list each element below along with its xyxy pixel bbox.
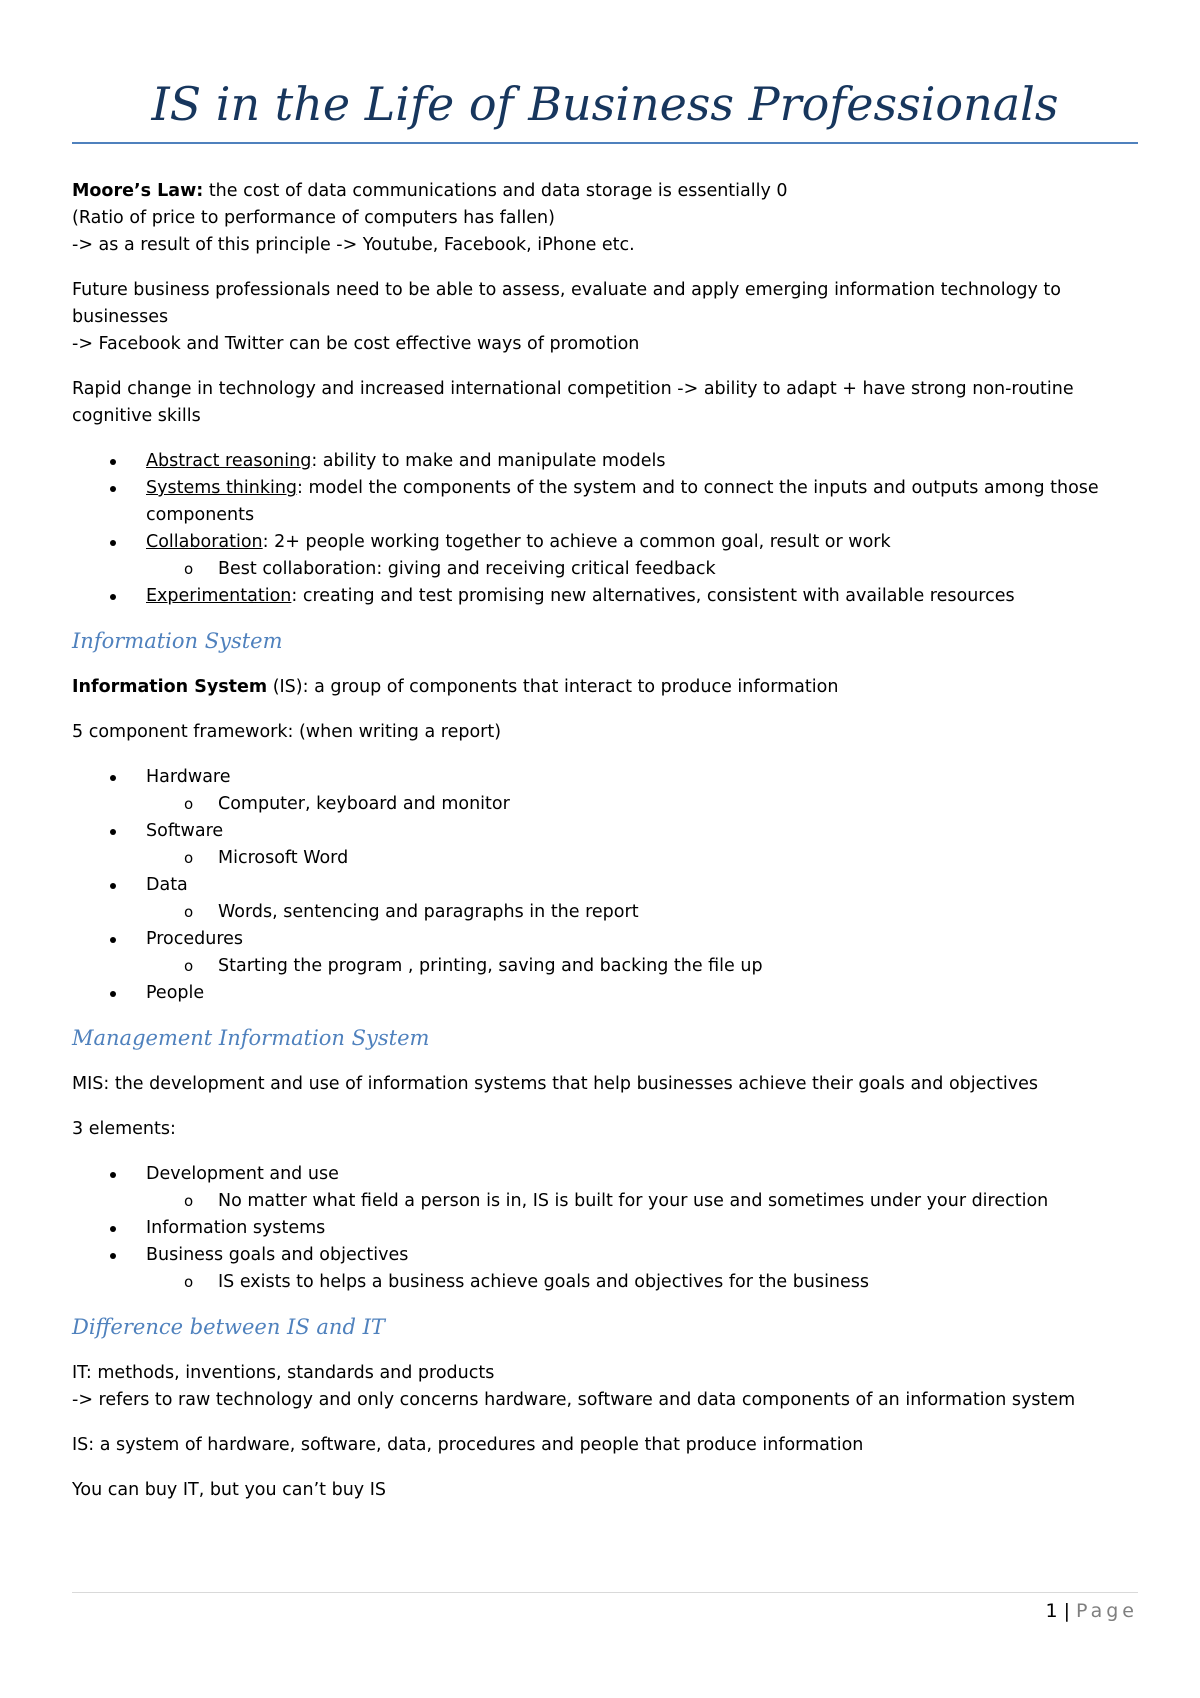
component-label: Hardware <box>146 767 231 787</box>
bullet-icon <box>110 1253 116 1259</box>
bullet-icon <box>110 540 116 546</box>
closing-statement: You can buy IT, but you can’t buy IS <box>72 1480 386 1500</box>
sub-bullet-icon: o <box>184 795 194 813</box>
list-item <box>72 818 1138 845</box>
components-list <box>72 764 1138 1007</box>
moores-law-definition: the cost of data communications and data storage is essentially 0 <box>203 181 788 201</box>
component-example: Starting the program , printing, saving and backing the file up <box>218 956 763 976</box>
bullet-icon <box>110 991 116 997</box>
sub-bullet-icon: o <box>184 1273 194 1291</box>
moores-law-ratio: (Ratio of price to performance of computers has fallen) <box>72 208 555 228</box>
sub-list-item <box>72 953 1138 980</box>
sub-item-text: Best collaboration: giving and receiving critical feedback <box>218 559 716 579</box>
skill-description: : creating and test promising new alternatives, consistent with available resources <box>291 586 1015 606</box>
bullet-icon <box>110 937 116 943</box>
section-heading-information-system: Information System <box>72 629 283 653</box>
sub-list-item <box>72 791 1138 818</box>
sub-list-item <box>72 845 1138 872</box>
bullet-icon <box>110 883 116 889</box>
it-explanation: -> refers to raw technology and only concerns hardware, software and data components of an information system <box>72 1390 1076 1410</box>
document-body <box>72 178 1138 1522</box>
sub-list-item <box>72 1188 1138 1215</box>
list-item <box>72 1215 1138 1242</box>
sub-list-item <box>72 556 1138 583</box>
skill-description: : model the components of the system and to connect the inputs and outputs among those components <box>146 478 1099 525</box>
list-item <box>72 764 1138 791</box>
list-item <box>72 529 1138 556</box>
list-item <box>72 1161 1138 1188</box>
elements-label: 3 elements: <box>72 1119 176 1139</box>
bullet-icon <box>110 486 116 492</box>
future-professionals-paragraph <box>72 277 1138 358</box>
component-label: Procedures <box>146 929 244 949</box>
bullet-icon <box>110 1172 116 1178</box>
framework-label: 5 component framework: (when writing a report) <box>72 722 502 742</box>
mis-elements-list <box>72 1161 1138 1296</box>
skill-term: Collaboration <box>146 532 263 552</box>
is-system-definition: IS: a system of hardware, software, data, procedures and people that produce information <box>72 1435 864 1455</box>
moores-law-term: Moore’s Law: <box>72 181 204 201</box>
section-heading-mis: Management Information System <box>72 1026 430 1050</box>
list-item <box>72 872 1138 899</box>
it-definition: IT: methods, inventions, standards and products <box>72 1363 495 1383</box>
mis-definition: MIS: the development and use of information systems that help businesses achieve their goals and objectives <box>72 1074 1038 1094</box>
page-label: Page <box>1076 1600 1138 1622</box>
component-example: Computer, keyboard and monitor <box>218 794 510 814</box>
is-definition <box>72 674 1138 701</box>
sub-bullet-icon: o <box>184 957 194 975</box>
it-definition-paragraph <box>72 1360 1138 1414</box>
sub-bullet-icon: o <box>184 849 194 867</box>
list-item <box>72 1242 1138 1269</box>
bullet-icon <box>110 775 116 781</box>
element-label: Information systems <box>146 1218 326 1238</box>
skill-term: Abstract reasoning <box>146 451 312 471</box>
bullet-icon <box>110 1226 116 1232</box>
bullet-icon <box>110 459 116 465</box>
bullet-icon <box>110 594 116 600</box>
component-example: Microsoft Word <box>218 848 349 868</box>
skill-term: Experimentation <box>146 586 292 606</box>
component-label: Data <box>146 875 188 895</box>
footer-separator: | <box>1063 1600 1070 1622</box>
component-label: Software <box>146 821 224 841</box>
skill-description: : ability to make and manipulate models <box>311 451 666 471</box>
list-item <box>72 448 1138 475</box>
title-underline <box>72 142 1138 144</box>
is-definition-text: (IS): a group of components that interact to produce information <box>267 677 839 697</box>
section-heading-difference: Difference between IS and IT <box>72 1315 385 1339</box>
sub-bullet-icon: o <box>184 903 194 921</box>
page-number: 1 <box>1045 1600 1058 1622</box>
element-label: Development and use <box>146 1164 339 1184</box>
element-detail: No matter what field a person is in, IS is built for your use and sometimes under your direction <box>218 1191 1049 1211</box>
page-footer <box>1046 1598 1139 1624</box>
skill-description: : 2+ people working together to achieve a common goal, result or work <box>262 532 891 552</box>
sub-bullet-icon: o <box>184 560 194 578</box>
moores-law-result: -> as a result of this principle -> Youtube, Facebook, iPhone etc. <box>72 235 635 255</box>
component-example: Words, sentencing and paragraphs in the report <box>218 902 639 922</box>
sub-list-item <box>72 1269 1138 1296</box>
element-detail: IS exists to helps a business achieve goals and objectives for the business <box>218 1272 870 1292</box>
sub-list-item <box>72 899 1138 926</box>
is-definition-term: Information System <box>72 677 268 697</box>
skill-term: Systems thinking <box>146 478 298 498</box>
future-professionals-example: -> Facebook and Twitter can be cost effective ways of promotion <box>72 334 640 354</box>
footer-divider <box>72 1592 1138 1593</box>
future-professionals-text: Future business professionals need to be able to assess, evaluate and apply emerging information technology to businesses <box>72 280 1061 327</box>
list-item <box>72 583 1138 610</box>
list-item <box>72 475 1138 529</box>
component-label: People <box>146 983 205 1003</box>
list-item <box>72 980 1138 1007</box>
moores-law-paragraph <box>72 178 1138 259</box>
element-label: Business goals and objectives <box>146 1245 409 1265</box>
document-title: IS in the Life of Business Professionals <box>151 77 1059 131</box>
skills-list <box>72 448 1138 610</box>
bullet-icon <box>110 829 116 835</box>
rapid-change-paragraph: Rapid change in technology and increased international competition -> ability to adapt + have strong non-routine cognitive skills <box>72 379 1074 426</box>
sub-bullet-icon: o <box>184 1192 194 1210</box>
list-item <box>72 926 1138 953</box>
